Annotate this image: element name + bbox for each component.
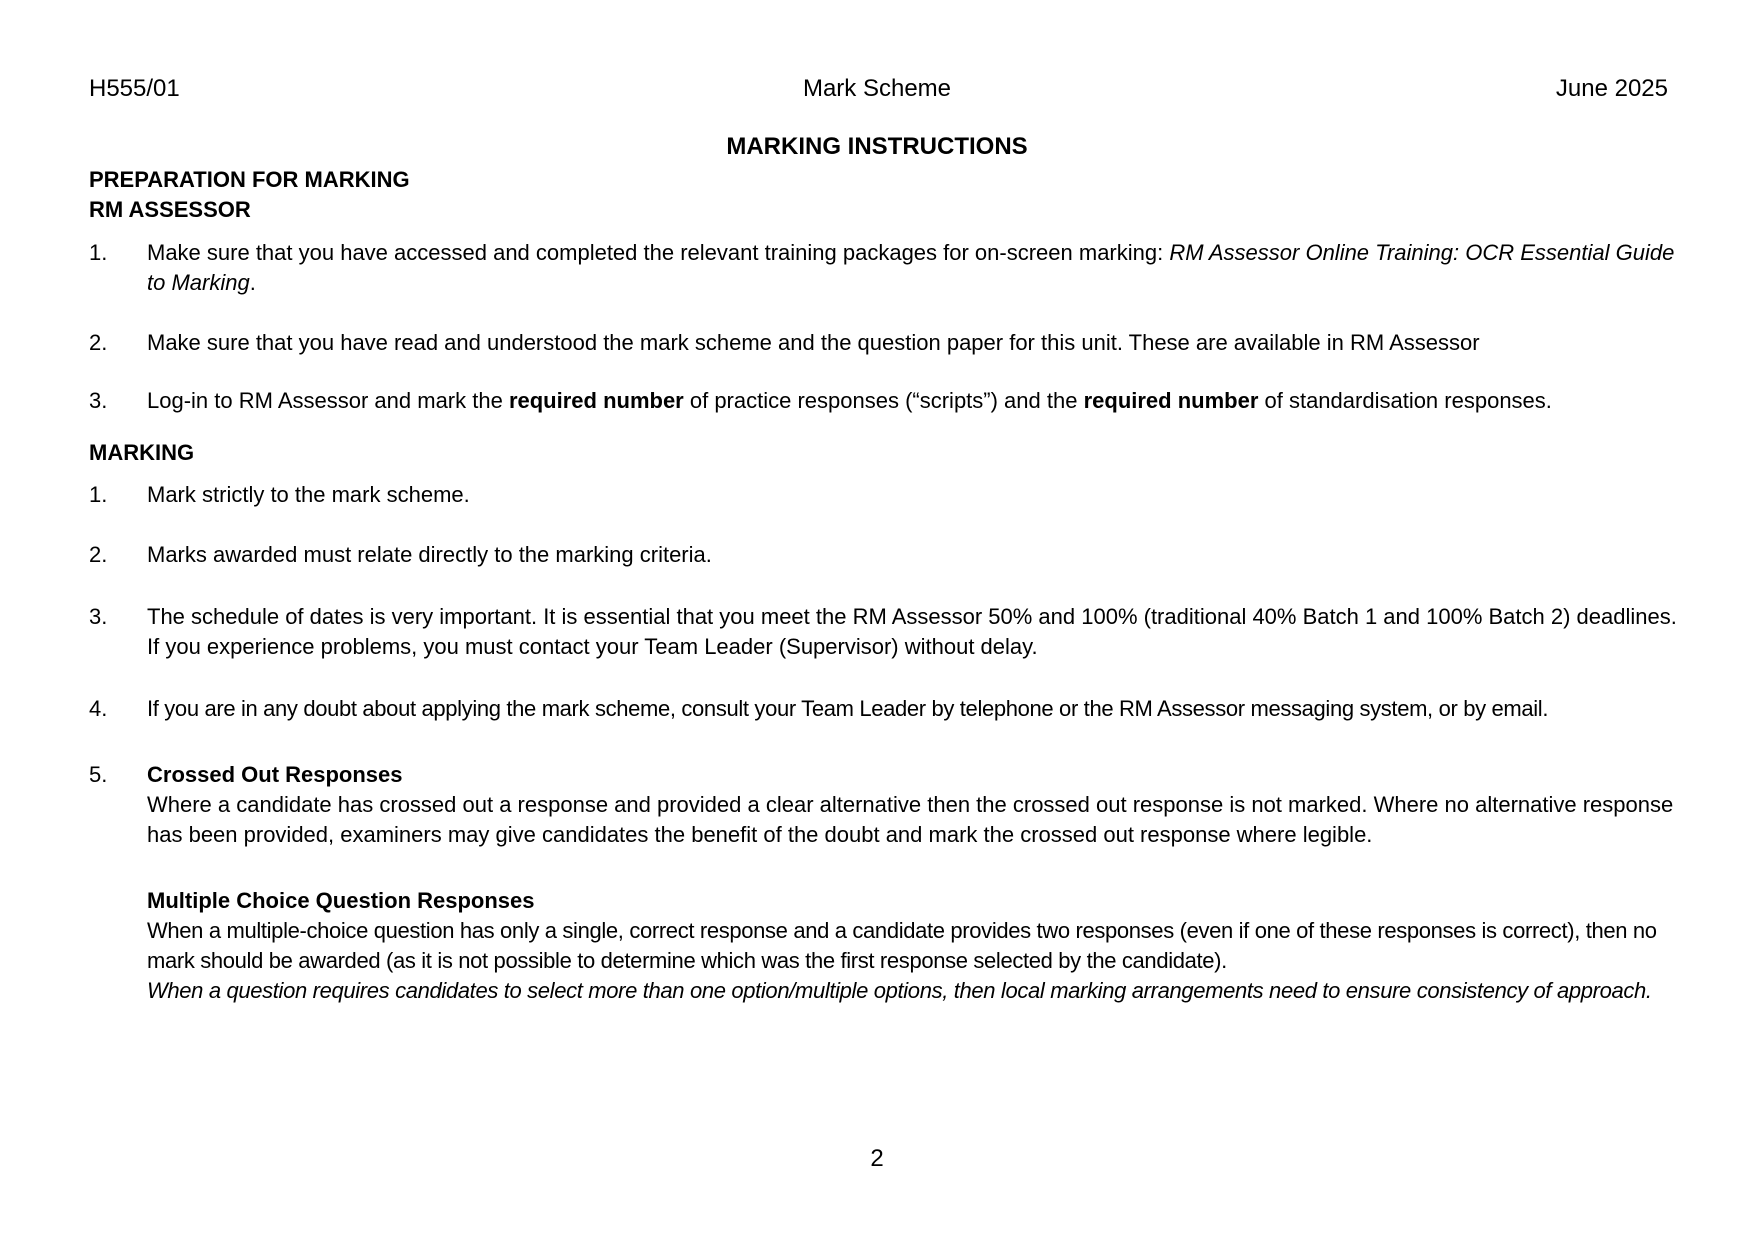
- training-title: RM Assessor Online Training: OCR Essential Guide to Marking: [147, 240, 1675, 295]
- list-item: Mark strictly to the mark scheme.: [147, 482, 470, 507]
- emphasis-text: required number: [508, 388, 684, 413]
- item-text: of standardisation responses.: [1258, 388, 1552, 413]
- page-title: MARKING INSTRUCTIONS: [726, 133, 1028, 160]
- mcq-italic-note: When a question requires candidates to select more than one option/multiple options, then local marking arrangements need to ensure consistency of approach.: [147, 978, 1652, 1003]
- document-date: June 2025: [1555, 75, 1668, 102]
- crossed-out-paragraph: Where a candidate has crossed out a response and provided a clear alternative then the crossed out response is not marked. Where no alternative response has been provided, examiners may give candidates the benefit of the doubt and mark the crossed out response where legible.: [147, 792, 1674, 847]
- list-number: 2.: [89, 330, 108, 355]
- list-item: [147, 238, 1677, 298]
- list-number: 4.: [89, 696, 108, 721]
- list-item: The schedule of dates is very important. It is essential that you meet the RM Assessor 50% and 100% (traditional 40% Batch 1 and 100% Batch 2) deadlines. If you experience problems, you must contact your Team Leader (Supervisor) without delay.: [147, 604, 1677, 659]
- section-heading-marking: MARKING: [89, 440, 195, 465]
- item-text: Log-in to RM Assessor and mark the: [147, 388, 509, 413]
- item-text-end: .: [249, 270, 256, 295]
- page-number: 2: [870, 1145, 884, 1172]
- mcq-paragraph: When a multiple-choice question has only a single, correct response and a candidate provides two responses (even if one of these responses is correct), then no mark should be awarded (as it is not possible to determine which was the first response selected by the candidate).: [147, 918, 1657, 973]
- list-number: 1.: [89, 482, 108, 507]
- subheading-mcq: Multiple Choice Question Responses: [147, 888, 535, 913]
- list-item: Marks awarded must relate directly to the marking criteria.: [147, 542, 712, 567]
- list-item: If you are in any doubt about applying the mark scheme, consult your Team Leader by telephone or the RM Assessor messaging system, or by email.: [147, 696, 1549, 721]
- item-text: of practice responses (“scripts”) and the: [683, 388, 1084, 413]
- item-text: Make sure that you have accessed and completed the relevant training packages for on-screen marking:: [147, 240, 1170, 265]
- emphasis-text: required number: [1083, 388, 1259, 413]
- list-number: 3.: [89, 604, 108, 629]
- document-type: Mark Scheme: [802, 75, 952, 102]
- document-code: H555/01: [89, 75, 180, 102]
- list-number: 1.: [89, 240, 108, 265]
- subheading-crossed-out: Crossed Out Responses: [147, 762, 403, 787]
- list-number: 5.: [89, 762, 108, 787]
- list-number: 2.: [89, 542, 108, 567]
- section-subheading-rm-assessor: RM ASSESSOR: [89, 197, 251, 222]
- list-number: 3.: [89, 388, 108, 413]
- list-item: Make sure that you have read and understood the mark scheme and the question paper for this unit. These are available in RM Assessor: [147, 330, 1480, 355]
- list-item: [147, 386, 1677, 416]
- section-heading-preparation: PREPARATION FOR MARKING: [89, 167, 410, 192]
